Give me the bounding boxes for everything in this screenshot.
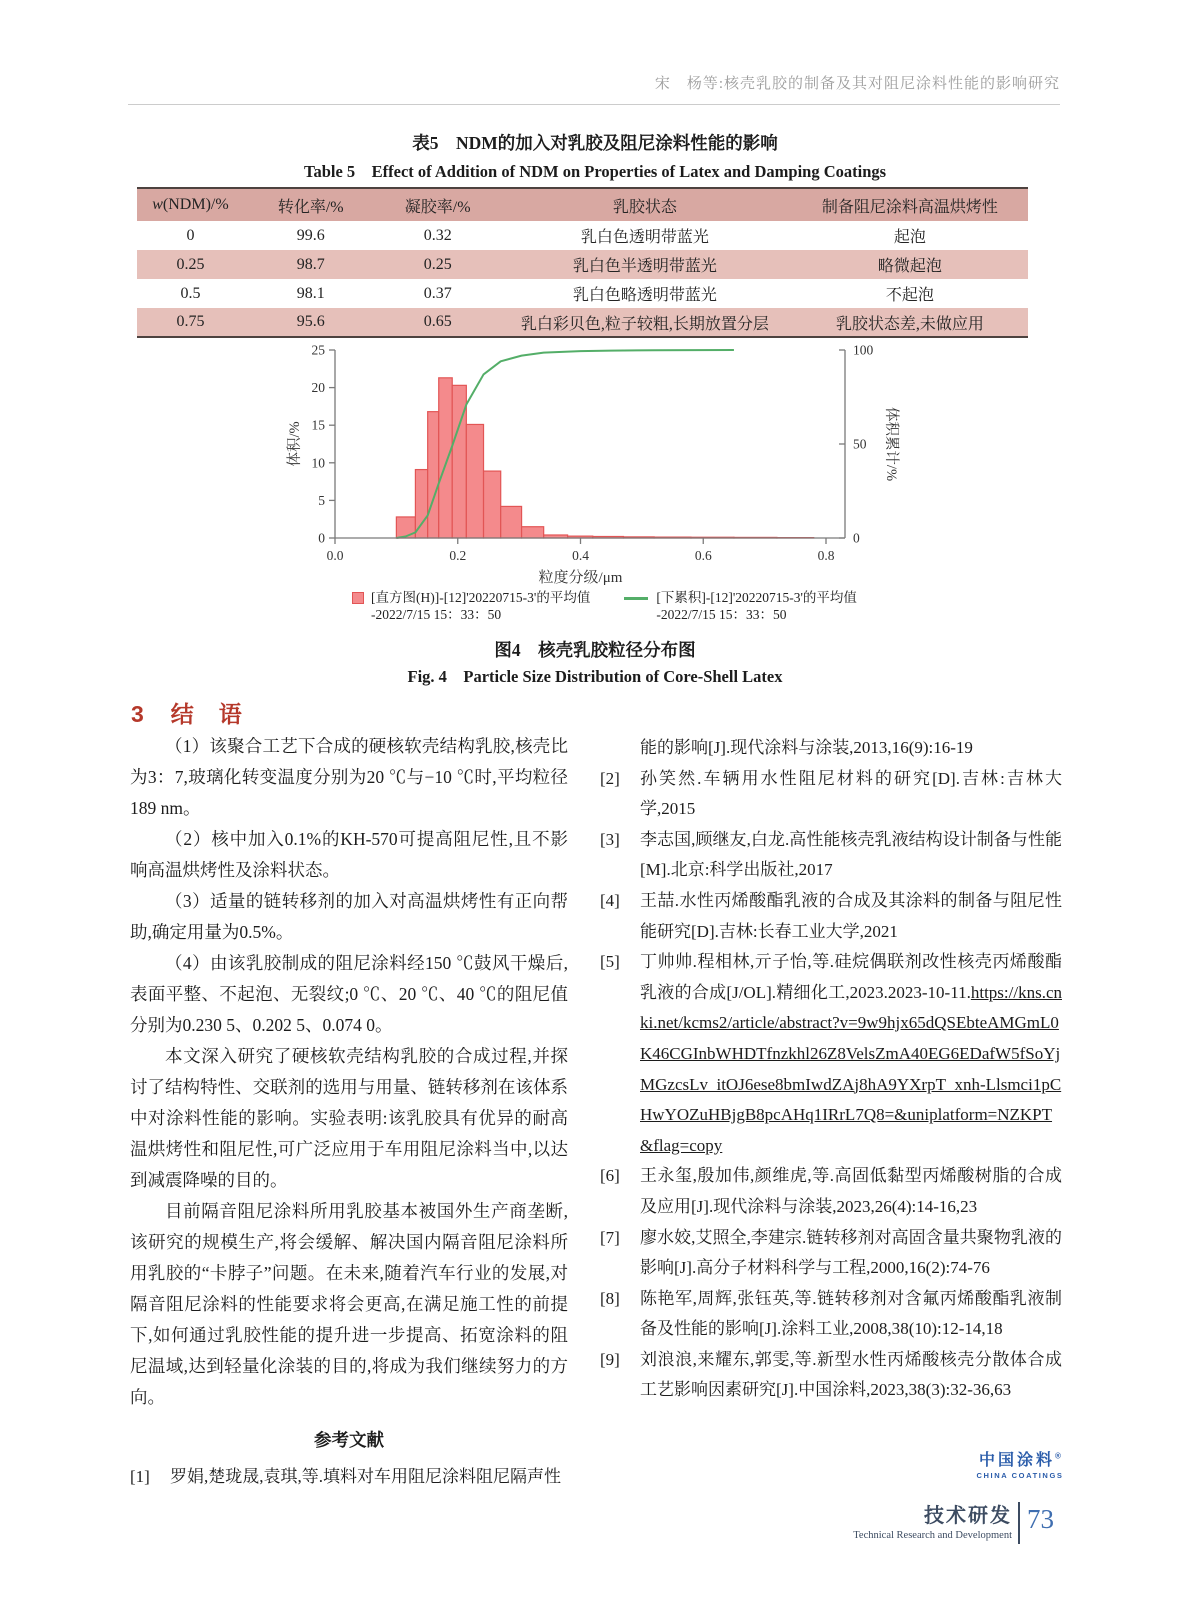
legend-histogram-line1: [直方图(H)]-[12]'20220715-3'的平均值 [371,590,591,605]
figure4-legend [352,589,857,623]
running-head: 宋 杨等:核壳乳胶的制备及其对阻尼涂料性能的影响研究 [654,76,1060,92]
registered-mark-icon: ® [1055,1451,1061,1461]
footer-divider [1018,1502,1020,1544]
logo-text-en: CHINA COATINGS [976,1471,1064,1480]
table5-cell: 99.6 [296,226,325,244]
table5-cell: 0.65 [423,313,452,330]
logo-text-zh: 中国涂料® [979,1451,1061,1469]
table5-cell: 略微起泡 [877,258,942,275]
legend-histogram-label [371,589,590,623]
table5-column-header: 凝胶率/% [404,198,471,216]
header-rule [128,104,1060,105]
reference-item: [8] 陈艳军,周辉,张钰英,等.链转移剂对含氟丙烯酸酯乳液制备及性能的影响[J].涂料工业,2008,38(10):12-14,18 [600,1284,1062,1345]
y-left-tick-label: 10 [311,455,325,471]
table5-cell: 0.75 [176,313,205,330]
table5-cell: 不起泡 [885,287,934,304]
section3-heading [131,696,243,729]
left-column [130,731,568,1492]
paragraph: （2）核中加入0.1%的KH-570可提高阻尼性,且不影响高温烘烤性及涂料状态。 [130,829,568,880]
table5-cell: 0.32 [423,226,452,244]
reference-url: https://kns.cnki.net/kcms2/article/abstract?v=9w9hjx65dQSEbteAMGmL0K46CGInbWHDTfnzkhl26Z8VelsZmA40EG6EDafW5fSoYjMGzcsLv_itOJ6ese8bmIwdZAj8hA9YXrpT_xnh-Llsmci1pCHwYOZuHBjgB8pcAHq1IRrL7Q8=&uniplatform=NZKPT&flag=copy [640,982,1062,1155]
table5-cell: 乳白色透明带蓝光 [580,229,709,246]
table5-cell: 98.1 [296,284,325,302]
right-column [600,733,1062,1406]
reference-item: [9] 刘浪浪,来耀东,郭雯,等.新型水性丙烯酸核壳分散体合成工艺影响因素研究[J].中国涂料,2023,38(3):32-36,63 [600,1345,1062,1406]
y-left-tick-label: 5 [318,492,325,508]
y-right-axis-label: 体积累计/% [883,406,899,482]
reference-item: [2] 孙笑然.车辆用水性阻尼材料的研究[D].吉林:吉林大学,2015 [600,764,1062,825]
x-tick-label: 0.6 [694,548,712,563]
table5-cell: 0.5 [180,284,201,302]
reference-number: [5] [600,952,620,972]
histogram-bar [484,471,501,538]
y-left-tick-label: 0 [318,530,325,546]
table5-cell: 0.25 [176,255,205,273]
x-tick-label: 0.2 [449,548,467,563]
y-left-tick-label: 25 [311,342,325,358]
figure4-chart [285,342,915,592]
reference-number: [4] [600,890,620,910]
table5-cell: 乳胶状态差,未做应用 [835,315,984,333]
section3-title: 结 语 [170,701,243,727]
reference-item: 能的影响[J].现代涂料与涂装,2013,16(9):16-19 [640,738,973,757]
reference-number: [2] [600,768,620,788]
histogram-bar [522,527,544,538]
y-left-axis-label: 体积/% [287,421,303,467]
figure4-caption-en: Fig. 4 Particle Size Distribution of Core-Shell Latex [407,667,783,686]
reference-number: [7] [600,1227,620,1247]
x-tick-label: 0.8 [817,548,835,563]
table5-cell: 乳白色略透明带蓝光 [572,287,717,304]
table5-cell: 0 [186,226,195,244]
china-coatings-logo [960,1447,1080,1480]
reference-item: [7] 廖水姣,艾照全,李建宗.链转移剂对高固含量共聚物乳液的影响[J].高分子材料科学与工程,2000,16(2):74-76 [600,1223,1062,1284]
y-left-tick-label: 15 [311,417,325,433]
y-right-tick-label: 50 [853,436,867,452]
histogram-bar [415,470,427,538]
table5-title-zh: 表5 NDM的加入对乳胶及阻尼涂料性能的影响 [412,133,778,153]
reference-number: [8] [600,1288,620,1308]
reference-item: [4] 王喆.水性丙烯酸酯乳液的合成及其涂料的制备与阻尼性能研究[D].吉林:长春工业大学,2021 [600,886,1062,947]
footer-section-zh: 技术研发 [924,1505,1012,1527]
histogram-swatch-icon [352,592,364,604]
histogram-bar [439,378,453,538]
table5-cell: 0.37 [423,284,452,302]
histogram-bar [466,424,483,538]
table5-column-header: w(NDM)/% [152,196,229,213]
reference-item: [3] 李志国,顾继友,白龙.高性能核壳乳液结构设计制备与性能[M].北京:科学出版社,2017 [600,825,1062,886]
paragraph: （4）由该乳胶制成的阻尼涂料经150 ℃鼓风干燥后,表面平整、不起泡、无裂纹;0 ℃、20 ℃、40 ℃的阻尼值分别为0.230 5、0.202 5、0.074 0。 [130,953,568,1035]
paragraph: 目前隔音阻尼涂料所用乳胶基本被国外生产商垄断,该研究的规模生产,将会缓解、解决国内隔音阻尼涂料所用乳胶的“卡脖子”问题。在未来,随着汽车行业的发展,对隔音阻尼涂料的性能要求将会更高,在满足施工性的前提下,如何通过乳胶性能的提升进一步提高、拓宽涂料的阻尼温域,达到轻量化涂装的目的,将成为我们继续努力的方向。 [130,1201,568,1407]
table5-cell: 起泡 [893,229,926,246]
cumulative-line-swatch-icon [624,597,648,600]
table5-body [137,221,1028,337]
reference-number: [6] [600,1166,620,1186]
legend-entry-histogram [352,589,590,623]
y-right-tick-label: 100 [853,342,874,358]
histogram-bar [501,506,522,538]
legend-cumulative-line1: [下累积]-[12]'20220715-3'的平均值 [656,590,857,605]
references-left-list [130,1462,568,1492]
footer-section-block [770,1499,1012,1541]
paragraph: （1）该聚合工艺下合成的硬核软壳结构乳胶,核壳比为3：7,玻璃化转变温度分别为20 ℃与−10 ℃时,平均粒径189 nm。 [130,736,568,818]
table5-column-header: 转化率/% [277,198,344,216]
section3-number: 3 [131,701,145,727]
references-heading: 参考文献 [314,1430,384,1450]
legend-entry-cumulative [624,589,857,623]
table5-cell: 0.25 [423,255,452,273]
table5-column-header: 乳胶状态 [612,198,677,216]
paragraph: 本文深入研究了硬核软壳结构乳胶的合成过程,并探讨了结构特性、交联剂的选用与用量、链转移剂在该体系中对涂料性能的影响。实验表明:该乳胶具有优异的耐高温烘烤性和阻尼性,可广泛应用于车用阻尼涂料当中,以达到减震降噪的目的。 [130,1046,568,1190]
reference-item: [1] 罗娟,楚珑晟,袁琪,等.填料对车用阻尼涂料阻尼隔声性 [130,1462,568,1492]
histogram-bar [396,517,415,538]
x-tick-label: 0.0 [326,548,344,563]
legend-histogram-line2: -2022/7/15 15：33：50 [371,607,502,622]
y-right-tick-label: 0 [853,530,860,546]
table5 [137,187,1028,338]
reference-number: [3] [600,829,620,849]
references-right-list [600,733,1062,1406]
y-left-tick-label: 20 [311,380,325,396]
x-axis-label: 粒度分级/μm [538,570,623,586]
legend-cumulative-line2: -2022/7/15 15：33：50 [656,607,787,622]
table5-column-header: 制备阻尼涂料高温烘烤性 [821,198,998,216]
footer-section-en: Technical Research and Development [853,1530,1012,1541]
paragraph: （3）适量的链转移剂的加入对高温烘烤性有正向帮助,确定用量为0.5%。 [130,891,568,942]
reference-number: [1] [130,1467,150,1486]
table5-row [137,221,1028,250]
page-number: 73 [1027,1504,1054,1534]
table5-row [137,308,1028,337]
reference-number: [9] [600,1349,620,1369]
reference-item: [6] 王永玺,殷加伟,颜维虎,等.高固低黏型丙烯酸树脂的合成及应用[J].现代涂料与涂装,2023,26(4):14-16,23 [600,1161,1062,1222]
table5-cell: 98.7 [296,255,325,273]
figure4-caption-zh: 图4 核壳乳胶粒径分布图 [494,640,696,660]
table5-row [137,279,1028,308]
table5-cell: 95.6 [296,313,325,330]
reference-item: [5] 丁帅帅.程相林,亓子怡,等.硅烷偶联剂改性核壳丙烯酸酯乳液的合成[J/OL].精细化工,2023.2023-10-11.https://kns.cnki.net/kcms2/article/abstract?v=9w9hjx65dQSEbteAMGmL0K46CGInbWHDTfnzkhl26Z8VelsZmA40EG6EDafW5fSoYjMGzcsLv_itOJ6ese8bmIwdZAj8hA9YXrpT_xnh-Llsmci1pCHwYOZuHBjgB8pcAHq1IRrL7Q8=&uniplatform=NZKPT&flag=copy [600,947,1062,1161]
table5-cell: 乳白彩贝色,粒子较粗,长期放置分层 [520,315,769,333]
legend-cumulative-label [656,589,857,623]
x-tick-label: 0.4 [572,548,589,563]
histogram-bar [428,412,439,538]
table5-cell: 乳白色半透明带蓝光 [572,258,717,275]
table5-row [137,250,1028,279]
table5-header-row [137,188,1028,221]
table5-title-en: Table 5 Effect of Addition of NDM on Properties of Latex and Damping Coatings [303,162,887,181]
